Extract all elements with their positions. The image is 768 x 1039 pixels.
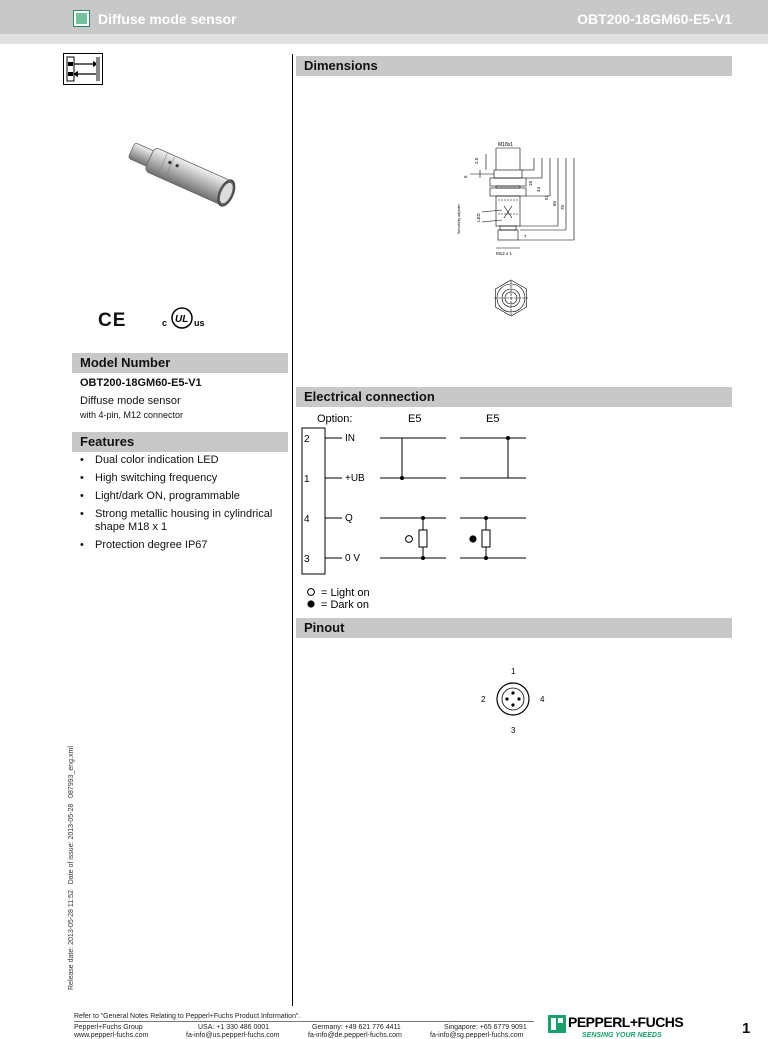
pinout-pin: 2 xyxy=(481,695,486,704)
m12-label: M12 x 1 xyxy=(496,251,513,256)
footer-de-mail[interactable]: fa-info@de.pepperl-fuchs.com xyxy=(308,1032,402,1039)
dim-thread: M18x1 xyxy=(498,142,514,148)
pinout-pin: 1 xyxy=(511,667,516,676)
led-label: LED xyxy=(476,213,481,222)
column-divider xyxy=(292,54,293,1006)
pin-number: 4 xyxy=(304,514,310,525)
feature-item: • High switching frequency xyxy=(80,472,280,485)
ce-mark: CE xyxy=(98,310,127,331)
legend-light-on: = Light on xyxy=(321,587,370,599)
pin-number: 1 xyxy=(304,474,310,485)
issue-date: Date of issue: 2013-05-28 xyxy=(68,803,75,885)
dim-label: 2.5 xyxy=(474,157,479,164)
dim-label: 7 xyxy=(524,234,527,239)
variant-label-2: E5 xyxy=(486,413,500,425)
pin-label: IN xyxy=(345,433,355,444)
dimensions-drawing xyxy=(450,134,590,324)
pinout-pin: 4 xyxy=(540,695,545,704)
footer-group: Pepperl+Fuchs Group xyxy=(74,1024,143,1031)
features-heading: Features xyxy=(72,432,288,452)
footer-sg-mail[interactable]: fa-info@sg.pepperl-fuchs.com xyxy=(430,1032,524,1039)
legend-dark-on: = Dark on xyxy=(321,599,369,611)
brand-name: PEPPERL+FUCHS xyxy=(568,1014,684,1030)
document-id: 087993_eng.xml xyxy=(68,746,75,798)
page-title: Diffuse mode sensor xyxy=(98,11,237,27)
pin-label: +UB xyxy=(345,473,365,484)
footer-de-tel: Germany: +49 621 776 4411 xyxy=(312,1024,401,1031)
pinout-diagram xyxy=(474,662,554,738)
feature-item: • Protection degree IP67 xyxy=(80,539,280,552)
model-number-code: OBT200-18GM60-E5-V1 xyxy=(80,377,202,389)
footer-refer: Refer to “General Notes Relating to Pepperl+Fuchs Product Information”. xyxy=(74,1013,301,1020)
product-category-icon xyxy=(73,10,90,27)
release-date: Release date: 2013-05-28 11:52 xyxy=(68,890,75,990)
footer-web[interactable]: www.pepperl-fuchs.com xyxy=(74,1032,149,1039)
page-number: 1 xyxy=(742,1020,751,1037)
dimensions-heading: Dimensions xyxy=(296,56,732,76)
brand-tagline: SENSING YOUR NEEDS xyxy=(582,1032,662,1039)
dim-label: 60 xyxy=(552,200,557,206)
dim-label: 70 xyxy=(560,204,565,210)
model-number-heading: Model Number xyxy=(72,353,288,373)
variant-label-1: E5 xyxy=(408,413,422,425)
wiring-diagram xyxy=(296,408,536,618)
footer-usa-tel: USA: +1 330 486 0001 xyxy=(198,1024,270,1031)
pinout-heading: Pinout xyxy=(296,618,732,638)
release-info xyxy=(68,746,75,990)
footer-usa-mail[interactable]: fa-info@us.pepperl-fuchs.com xyxy=(186,1032,280,1039)
model-connector: with 4-pin, M12 connector xyxy=(80,410,184,420)
ul-text: UL xyxy=(175,314,189,325)
electrical-heading: Electrical connection xyxy=(296,387,732,407)
feature-item: • Light/dark ON, programmable xyxy=(80,490,280,503)
feature-item: • Strong metallic housing in cylindrical shape M18 x 1 xyxy=(80,508,280,534)
footer-divider xyxy=(74,1021,534,1022)
sensitivity-label: Sensitivity adjuster xyxy=(457,204,461,234)
model-description: Diffuse mode sensor xyxy=(80,395,181,407)
dim-label: 51 xyxy=(544,194,549,200)
ul-c-text: c xyxy=(162,318,168,328)
option-label: Option: xyxy=(317,413,353,425)
pin-number: 2 xyxy=(304,434,310,445)
header-underline xyxy=(0,34,768,44)
header-model: OBT200-18GM60-E5-V1 xyxy=(577,11,732,27)
product-photo xyxy=(118,124,243,234)
pin-number: 3 xyxy=(304,554,310,565)
pin-label: Q xyxy=(345,513,353,524)
dim-label: 6 xyxy=(463,175,468,178)
feature-item: • Dual color indication LED xyxy=(80,454,280,467)
pinout-pin: 3 xyxy=(511,726,516,735)
dim-label: 44 xyxy=(536,186,541,192)
ul-us-text: us xyxy=(194,318,205,328)
dim-label: 18 xyxy=(528,180,533,186)
footer-sg-tel: Singapore: +65 6779 9091 xyxy=(444,1024,527,1031)
pin-label: 0 V xyxy=(345,553,361,564)
ul-mark xyxy=(162,304,222,330)
brand-logo-icon xyxy=(548,1015,566,1033)
sensor-type-icon xyxy=(63,53,103,85)
features-list xyxy=(80,454,280,557)
